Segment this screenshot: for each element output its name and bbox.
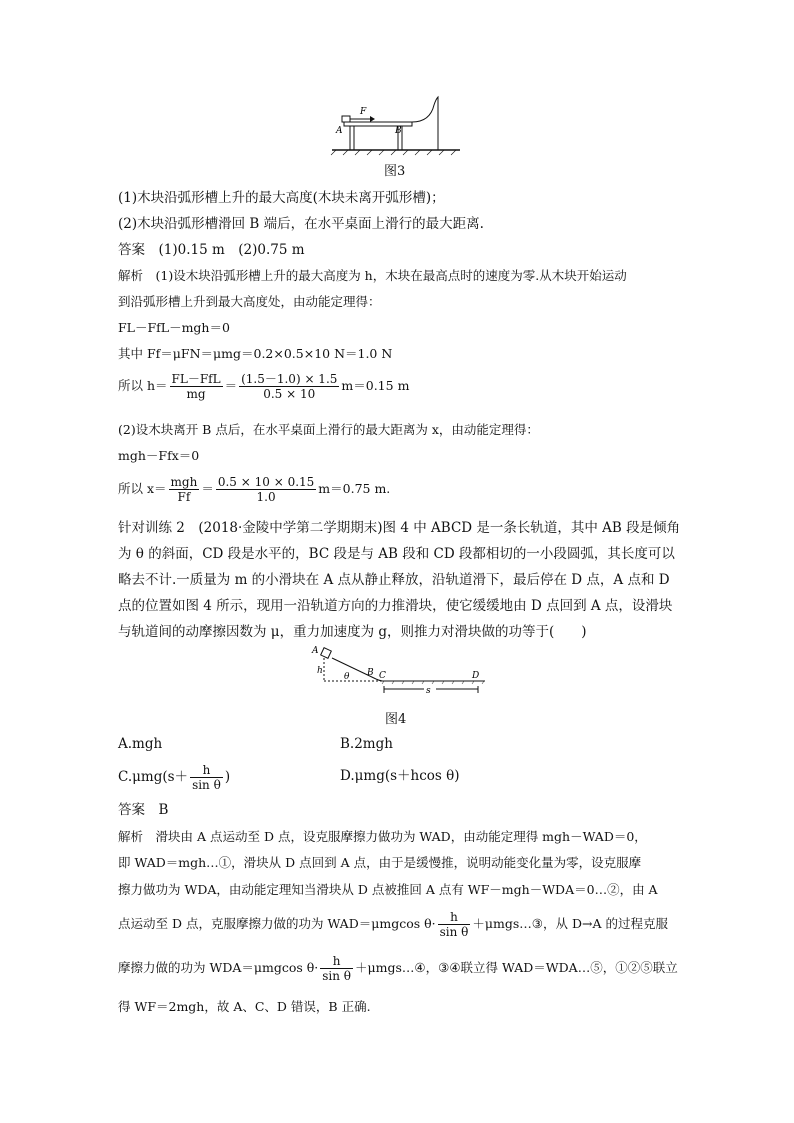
fraction: $\frac{(1.5-1.0) \times 1.5}{0.5 \times 10}$ <box>241 372 338 401</box>
equation-3: 所以 h＝ $\frac{\text{FL－FfL}}{mg}$ ＝ $\frac{(1.5-1.0) \times 1.5}{0.5 \times 10}$ m＝0.15 m <box>118 372 410 401</box>
option-d: D.μmg(s＋hcos θ) <box>340 768 460 784</box>
analysis-line: (2)设木块离开 B 点后，在水平桌面上滑行的最大距离为 x，由动能定理得： <box>118 422 539 437</box>
figure-3 <box>330 95 465 157</box>
solution-line: 即 WAD＝mgh…①，滑块从 D 点回到 A 点，由于是缓慢推，说明动能变化量为零，设克服摩 <box>118 855 642 870</box>
training-line: 为 θ 的斜面，CD 段是水平的，BC 段是与 AB 段和 CD 段都相切的一小段圆弧，其长度可以 <box>118 546 675 562</box>
solution-line: 得 WF＝2mgh，故 A、C、D 错误，B 正确. <box>118 999 371 1014</box>
answer-2: 答案 B <box>118 802 169 818</box>
equation-1: FL－FfL－mgh＝0 <box>118 320 230 335</box>
equation-5: 所以 x＝ $\frac{\text{mgh}}{Ff}$ ＝ $\frac{0.5 \times 10 \times 0.15}{1.0}$ m＝0.75 m. <box>118 475 391 504</box>
question-2: (2)木块沿弧形槽滑回 B 端后，在水平桌面上滑行的最大距离. <box>118 216 484 232</box>
option-b: B.2mgh <box>340 736 393 752</box>
eq5-result: m＝0.75 m. <box>318 481 391 496</box>
fig4-label-d: D <box>472 671 480 681</box>
fraction: $\frac{\text{FL－FfL}}{mg}$ <box>171 372 221 401</box>
fraction: $\frac{\text{mgh}}{Ff}$ <box>170 475 198 504</box>
option-a: A.mgh <box>118 736 163 752</box>
fraction: $\frac{h}{\text{sin θ}}$ <box>439 910 469 939</box>
fig4-label-s: s <box>426 686 431 696</box>
fig4-label-h: h <box>317 666 323 676</box>
figure-4 <box>310 643 490 703</box>
fig3-label-a: A <box>336 126 343 136</box>
analysis-line: 到沿弧形槽上升到最大高度处，由动能定理得： <box>118 294 381 309</box>
training-line: 与轨道间的动摩擦因数为 μ，重力加速度为 g，则推力对滑块做的功等于( ) <box>118 624 587 640</box>
fig4-label-c: C <box>379 671 386 681</box>
eq3-prefix: 所以 h＝ <box>118 378 168 393</box>
fraction: $\frac{0.5 \times 10 \times 0.15}{1.0}$ <box>217 475 315 504</box>
equation-4: mgh－Ffx＝0 <box>118 448 200 463</box>
eq5-prefix: 所以 x＝ <box>118 481 167 496</box>
fig4-label-a: A <box>312 646 319 656</box>
eq3-result: m＝0.15 m <box>341 378 410 393</box>
fig3-label-f: F <box>360 107 367 117</box>
training-line: 点的位置如图 4 所示，现用一沿轨道方向的力推滑块，使它缓缓地由 D 点回到 A 点，设滑块 <box>118 598 673 614</box>
solution-line: 解析 滑块由 A 点运动至 D 点，设克服摩擦力做功为 WAD，由动能定理得 mgh－WAD＝0， <box>118 829 647 844</box>
solution-line: 点运动至 D 点，克服摩擦力做的功为 WAD＝μmgcos θ· $\frac{h}{\text{sin θ}}$ ＋μmgs…③，从 D→A 的过程克服 <box>118 910 668 939</box>
solution-line: 擦力做功为 WDA，由动能定理知当滑块从 D 点被推回 A 点有 WF－mgh－WDA＝0…②，由 A <box>118 882 658 897</box>
figure-4-caption: 图4 <box>385 712 407 727</box>
fig3-label-b: B <box>395 126 402 136</box>
training-line: 针对训练 2 (2018·金陵中学第二学期期末)图 4 中 ABCD 是一条长轨道，其中 AB 段是倾角 <box>118 520 681 536</box>
training-line: 略去不计.一质量为 m 的小滑块在 A 点从静止释放，沿轨道滑下，最后停在 D 点，A 点和 D <box>118 572 670 588</box>
question-1: (1)木块沿弧形槽上升的最大高度(木块未离开弧形槽)； <box>118 190 445 206</box>
fraction: $\frac{h}{\text{sin θ}}$ <box>192 763 221 792</box>
fig4-label-theta: θ <box>344 672 350 682</box>
figure-3-caption: 图3 <box>384 164 406 179</box>
analysis-line: 解析 (1)设木块沿弧形槽上升的最大高度为 h，木块在最高点时的速度为零.从木块开始运动 <box>118 268 627 283</box>
answer-1: 答案 (1)0.15 m (2)0.75 m <box>118 242 305 258</box>
fig4-label-b: B <box>367 668 374 678</box>
fraction: $\frac{h}{\text{sin θ}}$ <box>322 954 352 983</box>
solution-line: 摩擦力做的功为 WDA＝μmgcos θ· $\frac{h}{\text{sin θ}}$ ＋μmgs…④，③④联立得 WAD＝WDA…⑤，①②⑤联立 <box>118 954 678 983</box>
option-c: C.μmg(s＋ $\frac{h}{\text{sin θ}}$ ) <box>118 763 231 792</box>
equation-2: 其中 Ff＝μFN＝μmg＝0.2×0.5×10 N＝1.0 N <box>118 346 393 361</box>
